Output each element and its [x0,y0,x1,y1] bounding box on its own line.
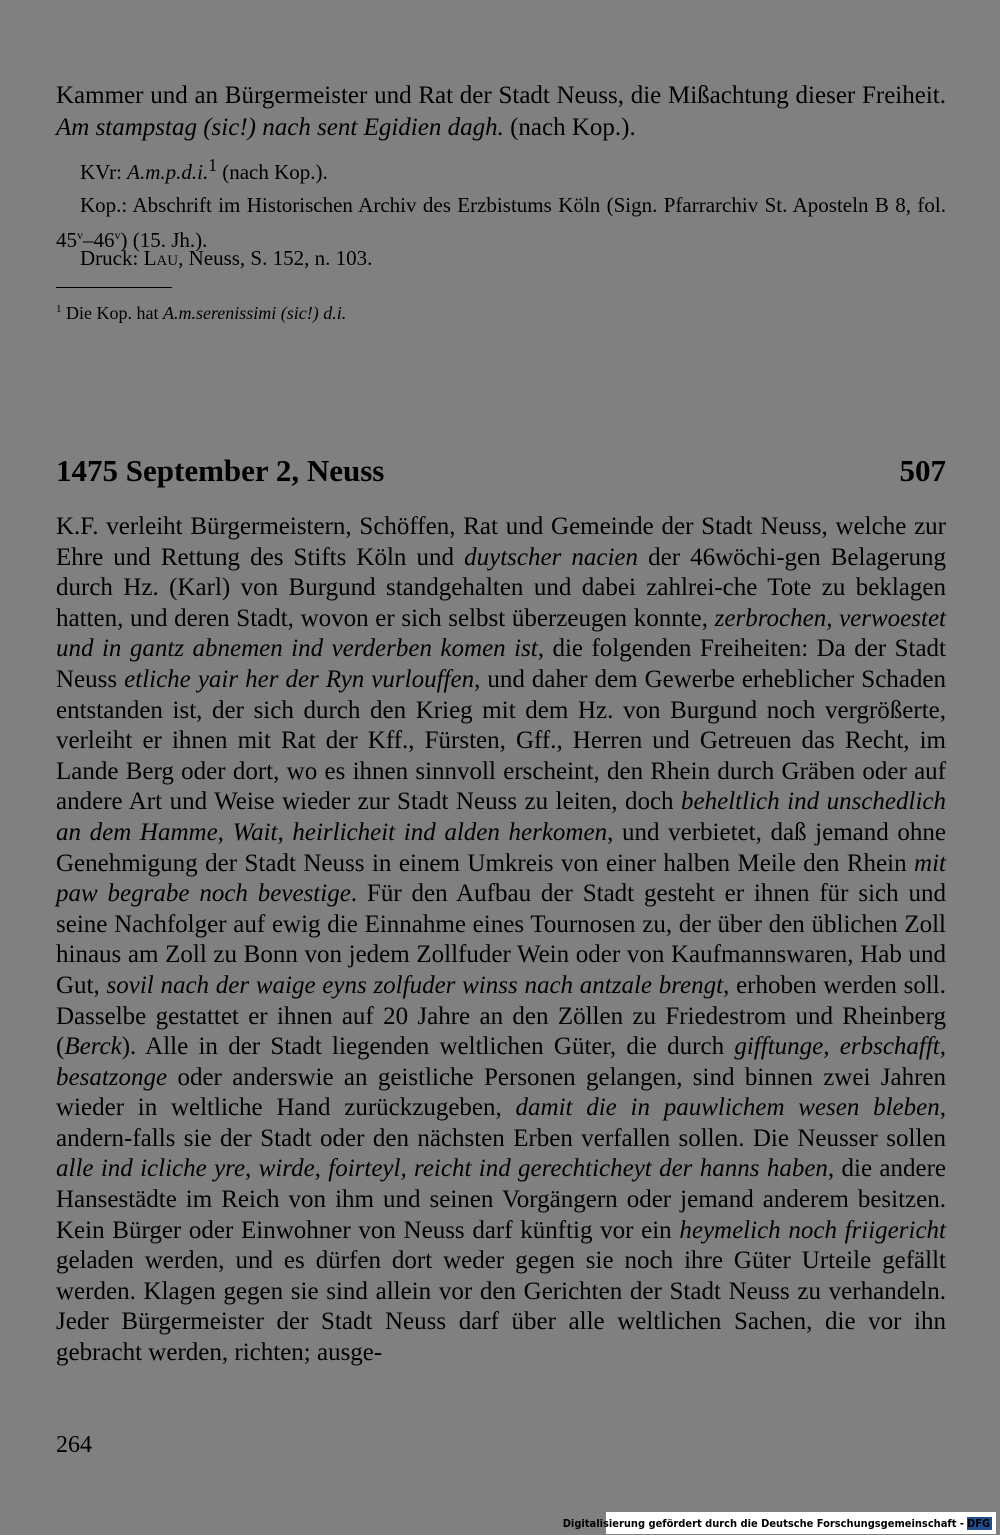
previous-entry-segment: Kammer und an Bürgermeister und Rat der Stadt Neuss, die Mißachtung dieser Freiheit. [56,82,946,109]
entry-body-segment: K.F. verleiht Bürgermeistern, Schöffen, Rat und Gemeinde der Stadt Neuss, welche zur Ehre und Rettung des Stifts Köln und [56,513,946,571]
entry-body-segment: heymelich noch friigericht [679,1216,946,1244]
entry-body-segment: gifftunge, erbschafft, besatzonge [56,1033,946,1091]
entry-body-segment: sovil nach der waige eyns zolfuder winss nach antzale brengt [106,971,724,999]
entry-body-segment: damit die in pauwlichem wesen bleben [515,1094,940,1122]
dfg-logo-icon: DFG [967,1516,991,1530]
entry-body-segment: beheltlich ind unschedlich an dem Hamme, Wait, heirlicheit ind alden herkomen [56,788,946,846]
entry-body [56,512,946,1369]
kvr-rest: (nach Kop.). [216,160,328,184]
footnote-number: 1 [56,303,62,315]
kvr-label: KVr: [80,160,128,184]
kvr-line [80,150,946,187]
entry-date-place: 1475 September 2, Neuss [56,453,385,488]
entry-body-segment: . Für den Aufbau der Stadt gesteht er ihnen für sich und seine Nachfolger auf ewig die Einnahme eines Tournosen zu, der über den üblichen Zoll hinaus am Zoll zu Bonn von jedem Zollfuder Wein oder von Kaufmannswaren, Hab und Gut, [56,880,946,999]
entry-body-segment: oder anderswie an geistliche Personen gelangen, sind binnen zwei Jahren wieder in weltliche Hand zurückzugeben, [56,1063,946,1122]
entry-body-segment: die folgenden Freiheiten: Da der Stadt Neuss [56,635,946,693]
footnote-divider [56,287,172,288]
entry-body-segment: duytscher nacien [464,543,639,571]
druck-rest: , Neuss, S. 152, n. 103. [178,246,373,270]
kvr-value: A.m.p.d.i. [127,160,209,184]
footnote [56,297,346,325]
entry-body-segment: alle ind icliche yre, wirde, foirteyl, reicht ind gerechticheyt der hanns haben [56,1155,828,1183]
entry-number: 507 [899,453,946,488]
footnote-italic: A.m.serenissimi (sic!) d.i. [162,303,347,323]
entry-heading [56,452,946,490]
entry-body-segment: , die andere Hansestädte im Reich von ihm und seinen Vorgängern oder jemand anderem besitzen. Kein Bürger oder Einwohner von Neuss darf künftig vor ein [56,1155,946,1244]
entry-body-segment: , erhoben werden soll. Dasselbe gestattet er ihnen auf 20 Jahre an den Zöllen zu Friedestrom und Rheinberg ( [56,971,946,1061]
entry-body-segment: geladen werden, und es dürfen dort weder gegen sie noch ihre Güter Urteile gefällt werden. Klagen gegen sie sind allein vor den Gerichten der Stadt Neuss zu verhandeln. Jeder Bürgermeister der Stadt Neuss darf über alle weltlichen Sachen, die vor ihn gebracht werden, richten; ausge- [56,1247,946,1367]
entry-body-segment: , und daher dem Gewerbe erheblicher Schaden entstanden ist, der sich durch den Krieg mit dem Hz. von Burgund noch vergrößerte, verleiht er ihnen mit Rat der Kff., Fürsten, Gff., Herren und Getreuen das Recht, im Lande Berg oder dort, wo es ihnen sinnvoll erscheint, den Rhein durch Gräben oder auf andere Art und Weise wieder zur Stadt Neuss zu leiten, doch [56,665,946,816]
entry-body-segment: etliche yair her der Ryn vurlouffen [124,665,475,693]
footer-credit: Digitalisierung gefördert durch die Deutsche Forschungsgemeinschaft - [562,1516,964,1530]
kvr-footnote-ref: 1 [208,155,217,175]
digitization-footer [562,1512,996,1534]
page-number: 264 [56,1432,92,1458]
footnote-text: Die Kop. hat [61,303,163,323]
entry-body-segment: ). Alle in der Stadt liegenden weltlichen Güter, die durch [121,1033,735,1061]
previous-entry-segment: (nach Kop.). [503,114,636,141]
kopie-text: Kop.: Abschrift im Historischen Archiv des Erzbistums Köln (Sign. Pfarrarchiv St. Aposteln B 8, fol. 45$^v$–46$^v$) (15. Jh.). [56,193,946,252]
previous-entry-text [56,80,946,144]
entry-body-segment: mit paw begrabe noch bevestige [56,849,946,908]
druck-line [80,243,946,273]
entry-body-segment: zerbrochen, verwoestet und in gantz abnemen ind verderben komen ist, [56,604,946,663]
entry-body-segment: Berck [64,1033,122,1061]
entry-body-segment: , und verbietet, daß jemand ohne Genehmigung der Stadt Neuss in einem Umkreis von einer halben Meile den Rhein [56,818,946,877]
entry-body-paragraph [56,512,946,1369]
entry-body-segment: , andern-falls sie der Stadt oder den nächsten Erben verfallen sollen. Die Neusser sollen [56,1094,946,1152]
druck-author: Lau [143,246,179,270]
previous-entry-segment: Am stampstag (sic!) nach sent Egidien dagh. [56,114,504,141]
entry-body-segment: der 46wöchi-gen Belagerung durch Hz. (Karl) von Burgund standgehalten und dabei zahlrei-che Tote zu beklagen hatten, und deren Stadt, wovon er sich selbst überzeugen konnte, [56,543,946,632]
druck-prefix: Druck: [80,246,144,270]
